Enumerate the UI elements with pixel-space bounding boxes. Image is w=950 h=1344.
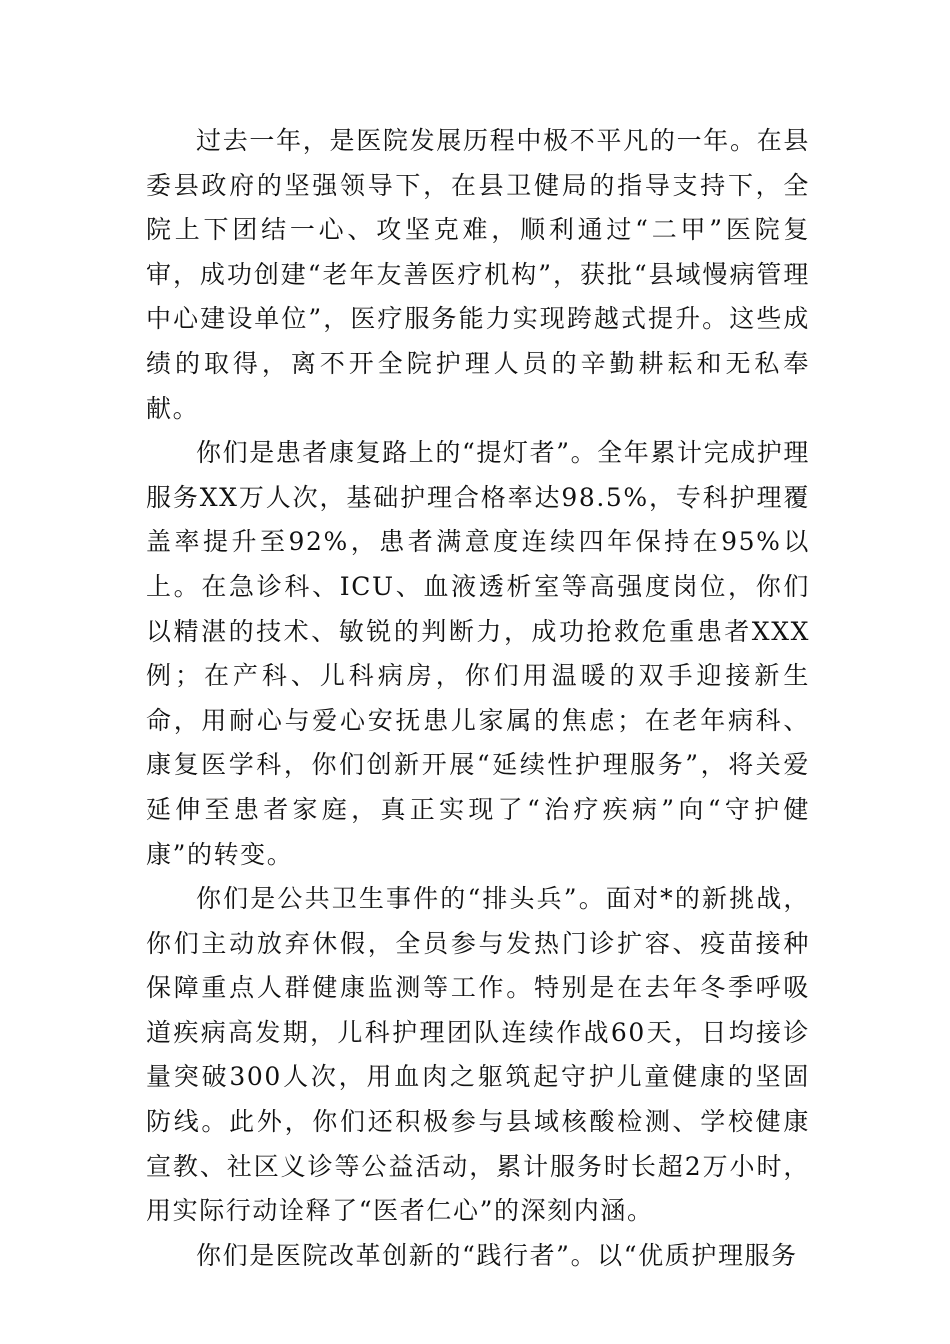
paragraph-lamp-bearers: 你们是患者康复路上的“提灯者”。全年累计完成护理服务XX万人次，基础护理合格率达98.5%，专科护理覆盖率提升至92%，患者满意度连续四年保持在95%以上。在急诊科、ICU、血液透析室等高强度岗位，你们以精湛的技术、敏锐的判断力，成功抢救危重患者XXX例；在产科、儿科病房，你们用温暖的双手迎接新生命，用耐心与爱心安抚患儿家属的焦虑；在老年病科、康复医学科，你们创新开展“延续性护理服务”，将关爱延伸至患者家庭，真正实现了“治疗疾病”向“守护健康”的转变。 bbox=[146, 438, 810, 869]
paragraph-reform: 你们是医院改革创新的“践行者”。以“优质护理服务 bbox=[196, 1240, 798, 1270]
paragraph-vanguard: 你们是公共卫生事件的“排头兵”。面对*的新挑战，你们主动放弃休假，全员参与发热门诊扩容、疫苗接种保障重点人群健康监测等工作。特别是在去年冬季呼吸道疾病高发期，儿科护理团队连续作战60天，日均接诊量突破300人次，用血肉之躯筑起守护儿童健康的坚固防线。此外，你们还积极参与县域核酸检测、学校健康宣教、社区义诊等公益活动，累计服务时长超2万小时，用实际行动诠释了“医者仁心”的深刻内涵。 bbox=[146, 884, 810, 1226]
paragraph-intro: 过去一年，是医院发展历程中极不平凡的一年。在县委县政府的坚强领导下，在县卫健局的指导支持下，全院上下团结一心、攻坚克难，顺利通过“二甲”医院复审，成功创建“老年友善医疗机构”，获批“县域慢病管理中心建设单位”，医疗服务能力实现跨越式提升。这些成绩的取得，离不开全院护理人员的辛勤耕耘和无私奉献。 bbox=[146, 126, 810, 423]
document-body bbox=[146, 119, 810, 1278]
